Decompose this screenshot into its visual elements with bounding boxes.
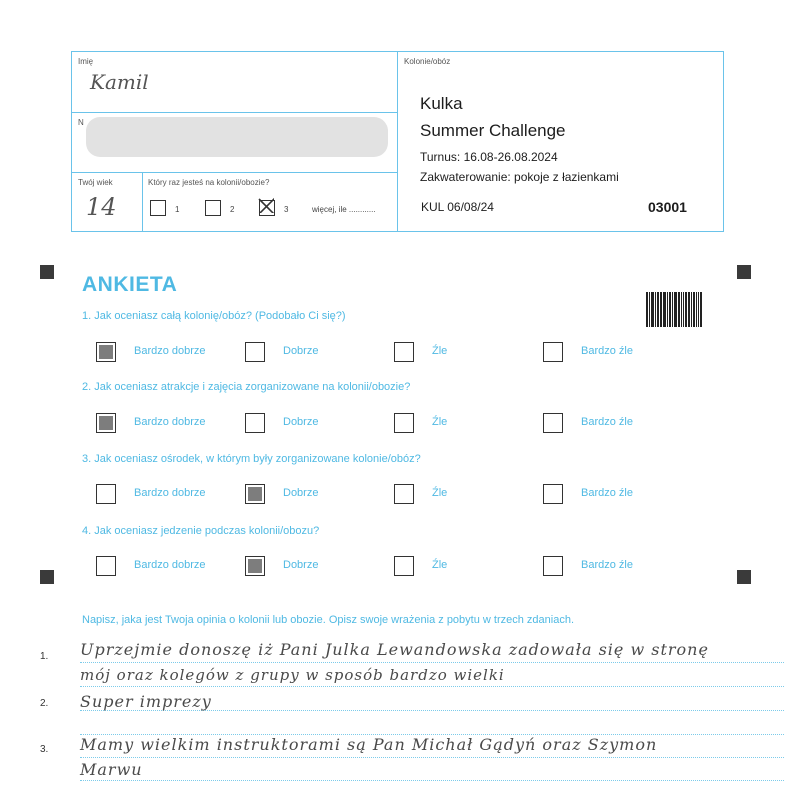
times-more-label: więcej, ile ............	[312, 205, 376, 214]
accommodation-text: Zakwaterowanie: pokoje z łazienkami	[420, 170, 619, 184]
q3-option-bardzo-zle-label: Bardzo źle	[581, 487, 633, 499]
times-option-1-label: 1	[175, 205, 180, 214]
q2-option-dobrze-checkbox[interactable]	[245, 413, 265, 433]
q2-option-bardzo-dobrze-checkbox[interactable]	[96, 413, 116, 433]
times-option-1-checkbox[interactable]	[150, 200, 166, 216]
q2-option-zle-label: Źle	[432, 416, 448, 428]
q4-option-bardzo-dobrze-label: Bardzo dobrze	[134, 559, 206, 571]
times-option-2-label: 2	[230, 205, 235, 214]
q1-option-zle-label: Źle	[432, 345, 448, 357]
redacted-surname	[86, 117, 388, 157]
camp-name-2: Summer Challenge	[420, 121, 566, 140]
answer-line	[80, 780, 784, 781]
q1-option-bardzo-dobrze-label: Bardzo dobrze	[134, 345, 206, 357]
q4-option-zle-label: Źle	[432, 559, 448, 571]
q3-option-bardzo-dobrze-label: Bardzo dobrze	[134, 487, 206, 499]
q3-option-dobrze-label: Dobrze	[283, 487, 319, 499]
header-divider-name	[72, 112, 397, 113]
cross-mark-icon	[258, 197, 274, 213]
q3-option-dobrze-checkbox[interactable]	[245, 484, 265, 504]
camp-name-1: Kulka	[420, 94, 463, 113]
name-label: Imię	[78, 57, 94, 66]
q3-option-zle-label: Źle	[432, 487, 448, 499]
registration-marker	[737, 570, 751, 584]
q2-option-bardzo-dobrze-label: Bardzo dobrze	[134, 416, 206, 428]
times-option-3-checkbox[interactable]	[259, 200, 275, 216]
registration-marker	[40, 570, 54, 584]
question-3: 3. Jak oceniasz ośrodek, w którym były zorganizowane kolonie/obóz?	[82, 453, 421, 465]
question-4: 4. Jak oceniasz jedzenie podczas kolonii/obozu?	[82, 525, 320, 537]
header-divider-vertical	[397, 52, 398, 231]
answer-line	[80, 686, 784, 687]
q3-option-zle-checkbox[interactable]	[394, 484, 414, 504]
q1-option-bardzo-zle-label: Bardzo źle	[581, 345, 633, 357]
q2-option-bardzo-zle-checkbox[interactable]	[543, 413, 563, 433]
name-value: Kamil	[90, 70, 149, 94]
times-option-3-label: 3	[284, 205, 289, 214]
q1-option-bardzo-dobrze-checkbox[interactable]	[96, 342, 116, 362]
handwritten-line-5: Marwu	[80, 760, 143, 779]
barcode	[646, 292, 702, 327]
handwritten-line-4: Mamy wielkim instruktorami są Pan Michał Gądyń oraz Szymon	[80, 735, 658, 754]
q4-option-bardzo-zle-label: Bardzo źle	[581, 559, 633, 571]
survey-title: ANKIETA	[82, 273, 178, 296]
q1-option-dobrze-label: Dobrze	[283, 345, 319, 357]
header-divider-age-vertical	[142, 172, 143, 231]
camp-code: KUL 06/08/24	[421, 200, 494, 214]
q1-option-bardzo-zle-checkbox[interactable]	[543, 342, 563, 362]
q2-option-bardzo-zle-label: Bardzo źle	[581, 416, 633, 428]
line-number-1: 1.	[40, 651, 49, 662]
q2-option-dobrze-label: Dobrze	[283, 416, 319, 428]
registration-marker	[737, 265, 751, 279]
question-2: 2. Jak oceniasz atrakcje i zajęcia zorganizowane na kolonii/obozie?	[82, 381, 411, 393]
answer-line	[80, 757, 784, 758]
q1-option-dobrze-checkbox[interactable]	[245, 342, 265, 362]
handwritten-line-1: Uprzejmie donoszę iż Pani Julka Lewandowska zadowała się w stronę	[80, 640, 709, 659]
handwritten-line-2: mój oraz kolegów z grupy w sposób bardzo wielki	[80, 666, 505, 684]
camp-label: Kolonie/obóz	[404, 57, 451, 66]
registration-marker	[40, 265, 54, 279]
line-number-2: 2.	[40, 698, 49, 709]
header-divider-age	[72, 172, 397, 173]
q4-option-bardzo-zle-checkbox[interactable]	[543, 556, 563, 576]
times-label: Który raz jesteś na kolonii/obozie?	[148, 178, 270, 187]
q1-option-zle-checkbox[interactable]	[394, 342, 414, 362]
times-option-2-checkbox[interactable]	[205, 200, 221, 216]
surname-label-fragment: N	[78, 118, 84, 127]
age-label: Twój wiek	[78, 178, 113, 187]
q4-option-zle-checkbox[interactable]	[394, 556, 414, 576]
q4-option-bardzo-dobrze-checkbox[interactable]	[96, 556, 116, 576]
handwritten-line-3: Super imprezy	[80, 692, 212, 711]
q2-option-zle-checkbox[interactable]	[394, 413, 414, 433]
line-number-3: 3.	[40, 744, 49, 755]
opinion-prompt: Napisz, jaka jest Twoja opinia o kolonii lub obozie. Opisz swoje wrażenia z pobytu w trzech zdaniach.	[82, 614, 574, 626]
turnus-text: Turnus: 16.08-26.08.2024	[420, 150, 558, 164]
q3-option-bardzo-dobrze-checkbox[interactable]	[96, 484, 116, 504]
q3-option-bardzo-zle-checkbox[interactable]	[543, 484, 563, 504]
question-1: 1. Jak oceniasz całą kolonię/obóz? (Podobało Ci się?)	[82, 310, 346, 322]
q4-option-dobrze-checkbox[interactable]	[245, 556, 265, 576]
answer-line	[80, 662, 784, 663]
form-number: 03001	[648, 199, 687, 215]
q4-option-dobrze-label: Dobrze	[283, 559, 319, 571]
age-value: 14	[86, 193, 117, 221]
